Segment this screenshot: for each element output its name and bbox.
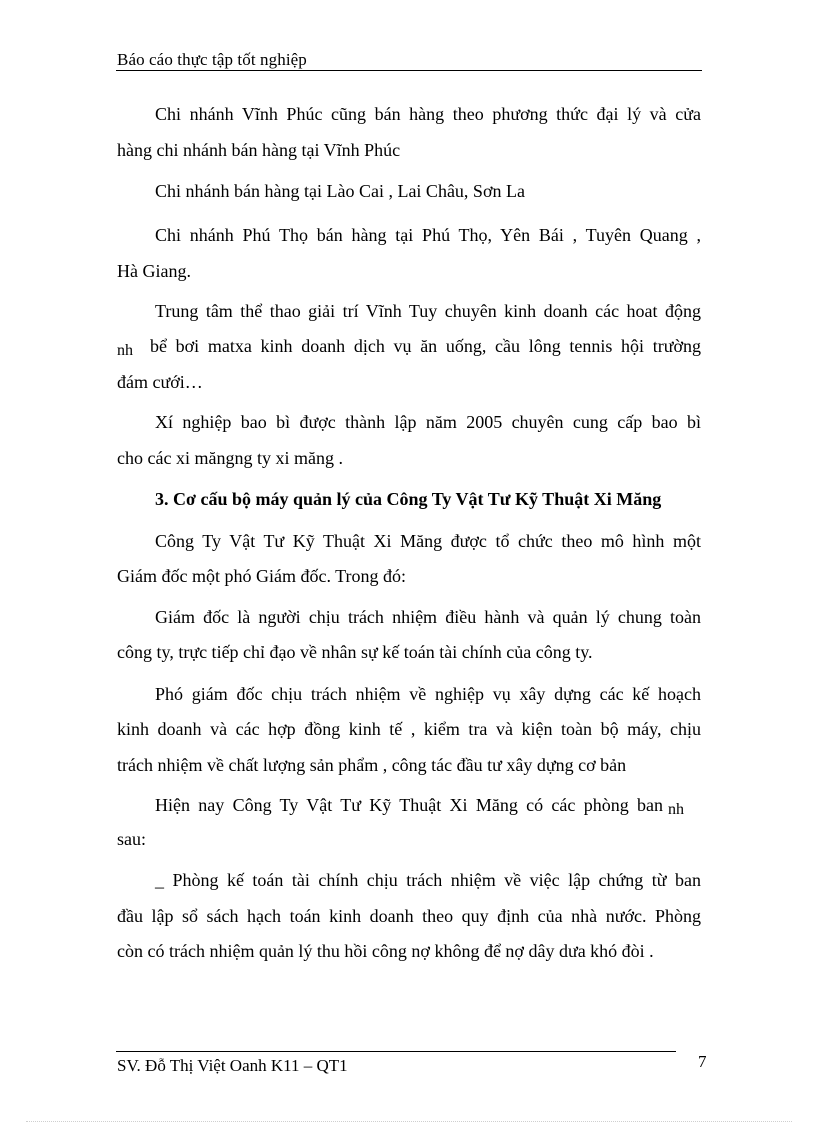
footer-author: SV. Đỗ Thị Việt Oanh K11 – QT1 [117,1056,348,1075]
stray-text-fragment: nh [668,801,684,818]
paragraph-line: Giám đốc một phó Giám đốc. Trong đó: [117,566,406,586]
paragraph-line: Hà Giang. [117,261,191,281]
paragraph-line: kinh doanh và các hợp đồng kinh tế , kiểm tra và kiện toàn bộ máy, chịu [117,719,701,739]
page-number: 7 [698,1052,707,1071]
stray-text-fragment: nh [117,342,133,359]
paragraph-line: Công Ty Vật Tư Kỹ Thuật Xi Măng được tổ chức theo mô hình một [155,531,701,551]
footer-rule [116,1051,676,1052]
paragraph-line: Trung tâm thể thao giải trí Vĩnh Tuy chuyên kinh doanh các hoat động [155,301,701,321]
paragraph-line: Phó giám đốc chịu trách nhiệm về nghiệp vụ xây dựng các kế hoạch [155,684,701,704]
paragraph-line: Xí nghiệp bao bì được thành lập năm 2005 chuyên cung cấp bao bì [155,412,701,432]
paragraph-line: đầu lập sổ sách hạch toán kinh doanh theo quy định của nhà nước. Phòng [117,906,701,926]
paragraph-line: trách nhiệm về chất lượng sản phẩm , công tác đầu tư xây dựng cơ bản [117,755,627,775]
paragraph-line: sau: [117,829,146,849]
paragraph-line: công ty, trực tiếp chỉ đạo về nhân sự kế toán tài chính của công ty. [117,642,593,662]
page-edge-divider [26,1121,792,1122]
paragraph-line: Hiện nay Công Ty Vật Tư Kỹ Thuật Xi Măng có các phòng ban [155,795,663,815]
paragraph-line: Chi nhánh Vĩnh Phúc cũng bán hàng theo phương thức đại lý và cửa [155,104,701,124]
paragraph-line: Chi nhánh Phú Thọ bán hàng tại Phú Thọ, Yên Bái , Tuyên Quang , [155,225,701,245]
paragraph-line: Chi nhánh bán hàng tại Lào Cai , Lai Châu, Sơn La [155,181,525,201]
paragraph-line: còn có trách nhiệm quản lý thu hồi công nợ không để nợ dây dưa khó đòi . [117,941,654,961]
paragraph-line: đám cưới… [117,372,203,392]
paragraph-line: Giám đốc là người chịu trách nhiệm điều hành và quản lý chung toàn [155,607,701,627]
paragraph-line: hàng chi nhánh bán hàng tại Vĩnh Phúc [117,140,401,160]
paragraph-line: cho các xi măngng ty xi măng . [117,448,343,468]
header-rule [116,70,702,71]
running-header: Báo cáo thực tập tốt nghiệp [117,50,307,69]
section-heading: 3. Cơ cấu bộ máy quản lý của Công Ty Vật Tư Kỹ Thuật Xi Măng [155,489,662,509]
paragraph-line: bể bơi matxa kinh doanh dịch vụ ăn uống, cầu lông tennis hội trường [150,336,701,356]
paragraph-line: _ Phòng kế toán tài chính chịu trách nhiệm về việc lập chứng từ ban [155,870,701,890]
